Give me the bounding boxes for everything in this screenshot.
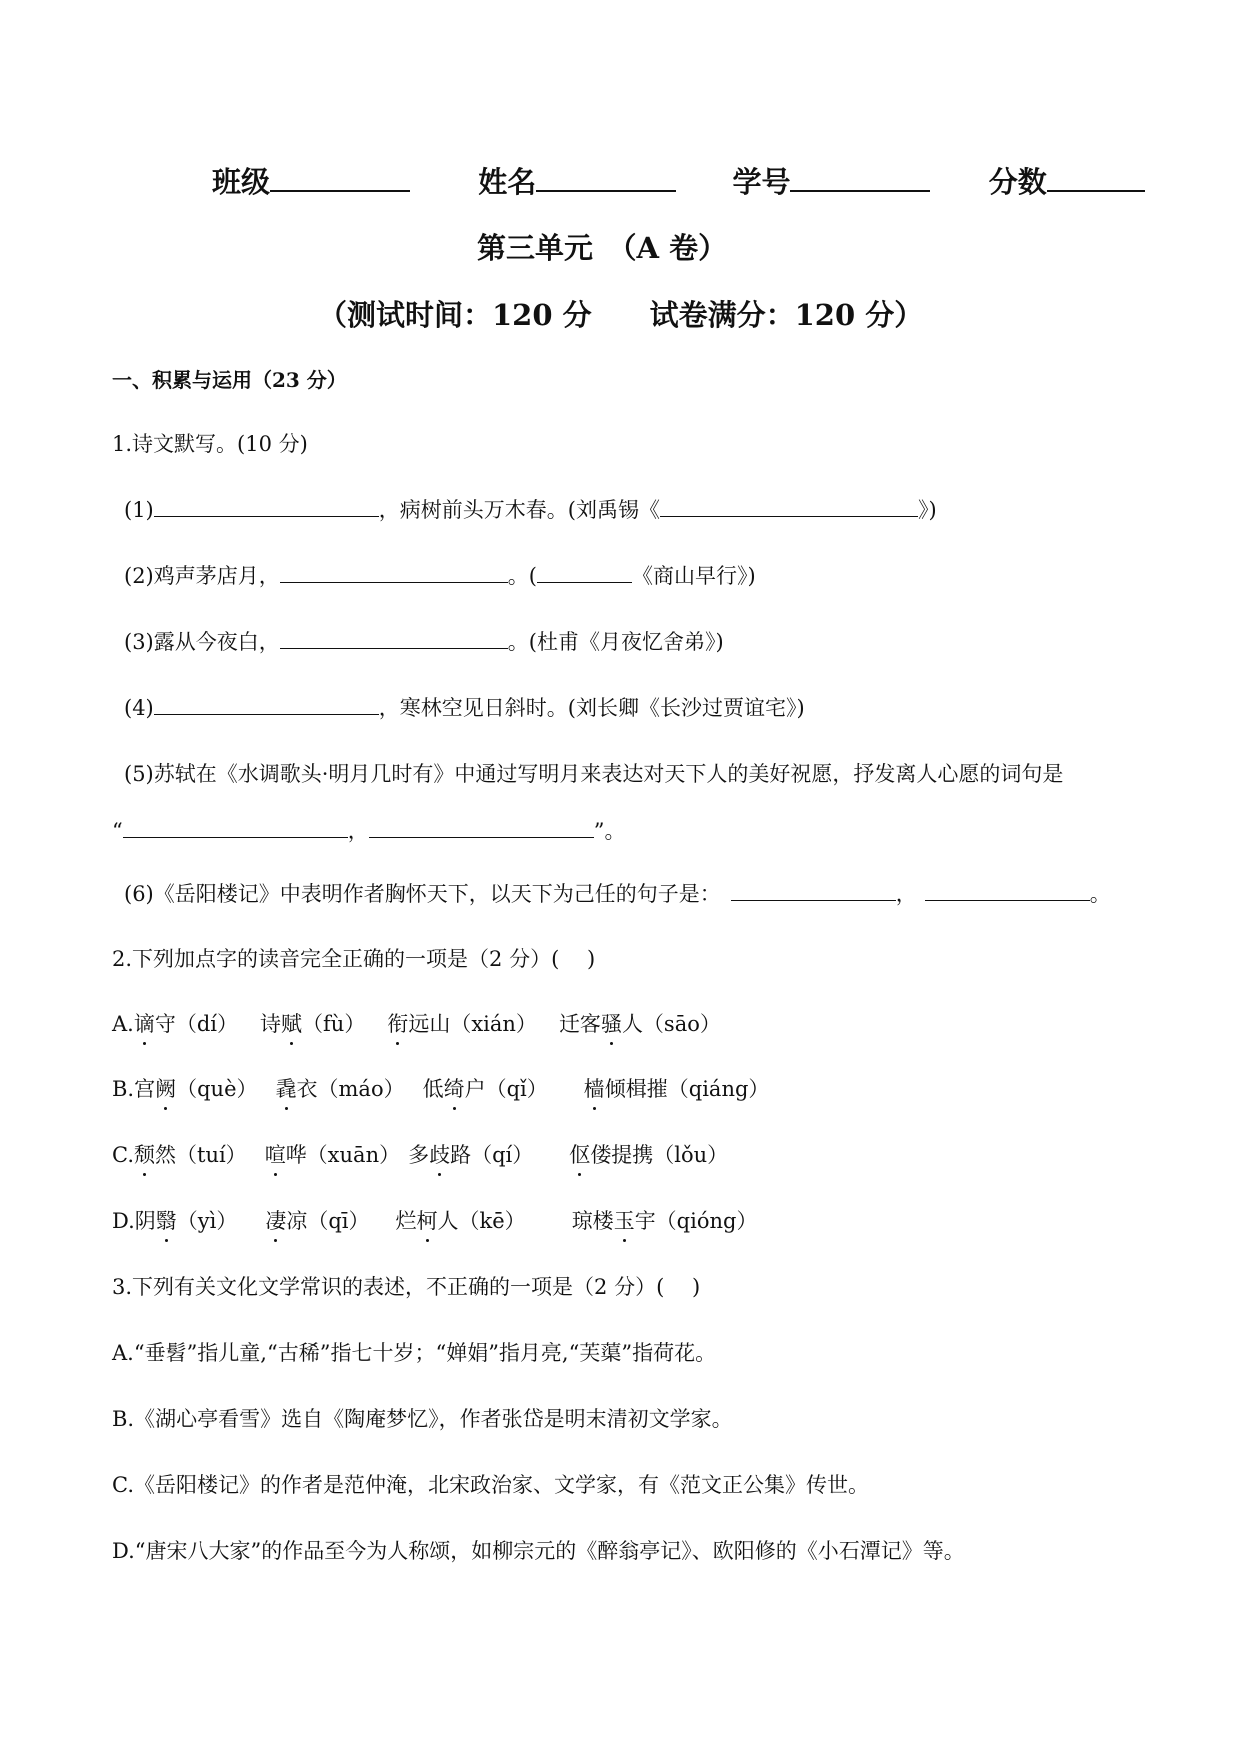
answer-blank[interactable] xyxy=(660,515,918,517)
answer-blank[interactable] xyxy=(154,515,379,517)
score-label: 分数 xyxy=(988,165,1047,199)
q1-item-2: (2)鸡声茅店月， 。( 《商山早行》) xyxy=(124,564,756,588)
answer-blank[interactable] xyxy=(925,899,1090,901)
q3-option-c[interactable]: C.《岳阳楼记》的作者是范仲淹，北宋政治家、文学家，有《范文正公集》传世。 xyxy=(112,1473,869,1497)
student-info-header xyxy=(212,160,1145,201)
q1-item-4: (4) ，寒林空见日斜时。(刘长卿《长沙过贾谊宅》) xyxy=(124,696,805,720)
section-heading: 一、积累与运用（23 分） xyxy=(112,368,347,392)
q1-item-3: (3)露从今夜白， 。(杜甫《月夜忆舍弟》) xyxy=(124,630,724,654)
q1-item-5-answer-line: “ ， ”。 xyxy=(112,819,626,843)
q2-option-d[interactable]: D.阴翳（yì） 凄凉（qī） 烂柯人（kē） 琼楼玉宇（qióng） xyxy=(112,1209,758,1233)
q1-item-5: (5)苏轼在《水调歌头·明月几时有》中通过写明月来表达对天下人的美好祝愿，抒发离人心愿的词句是 xyxy=(124,762,1064,786)
answer-blank[interactable] xyxy=(280,581,508,583)
answer-blank[interactable] xyxy=(154,713,379,715)
score-field[interactable] xyxy=(1047,189,1145,192)
question-3-stem: 3.下列有关文化文学常识的表述，不正确的一项是（2 分）( ) xyxy=(112,1275,701,1299)
answer-blank[interactable] xyxy=(731,899,896,901)
student-id-field[interactable] xyxy=(790,189,930,192)
q2-option-a[interactable]: A.谪守（dí） 诗赋（fù） 衔远山（xián） 迁客骚人（sāo） xyxy=(112,1012,721,1036)
q3-option-b[interactable]: B.《湖心亭看雪》选自《陶庵梦忆》，作者张岱是明末清初文学家。 xyxy=(112,1407,733,1431)
student-id-label: 学号 xyxy=(732,165,791,199)
class-field[interactable] xyxy=(270,189,410,192)
class-label: 班级 xyxy=(212,165,271,199)
q1-item-1: (1) ，病树前头万木春。(刘禹锡《 》) xyxy=(124,498,937,522)
q3-option-a[interactable]: A.“垂髫”指儿童,“古稀”指七十岁；“婵娟”指月亮,“芙蕖”指荷花。 xyxy=(112,1341,717,1365)
q2-option-c[interactable]: C.颓然（tuí） 喧哗（xuān） 多歧路（qí） 伛偻提携（lǒu） xyxy=(112,1143,729,1167)
name-field[interactable] xyxy=(536,189,676,192)
name-label: 姓名 xyxy=(478,165,537,199)
question-2-stem: 2.下列加点字的读音完全正确的一项是（2 分）( ) xyxy=(112,947,596,971)
answer-blank[interactable] xyxy=(280,647,508,649)
answer-blank[interactable] xyxy=(369,836,594,838)
q2-option-b[interactable]: B.宫阙（què） 毳衣（máo） 低绮户（qǐ） 樯倾楫摧（qiáng） xyxy=(112,1077,770,1101)
q1-item-6: (6)《岳阳楼记》中表明作者胸怀天下，以天下为己任的句子是： ， 。 xyxy=(124,882,1111,906)
page-subtitle: （测试时间：120 分 试卷满分：120 分） xyxy=(318,298,924,332)
answer-blank[interactable] xyxy=(123,836,348,838)
answer-blank[interactable] xyxy=(537,581,632,583)
page-title: 第三单元 （A 卷） xyxy=(477,231,728,265)
q3-option-d[interactable]: D.“唐宋八大家”的作品至今为人称颂，如柳宗元的《醉翁亭记》、欧阳修的《小石潭记》等。 xyxy=(112,1539,965,1563)
question-1-stem: 1.诗文默写。(10 分) xyxy=(112,432,308,456)
